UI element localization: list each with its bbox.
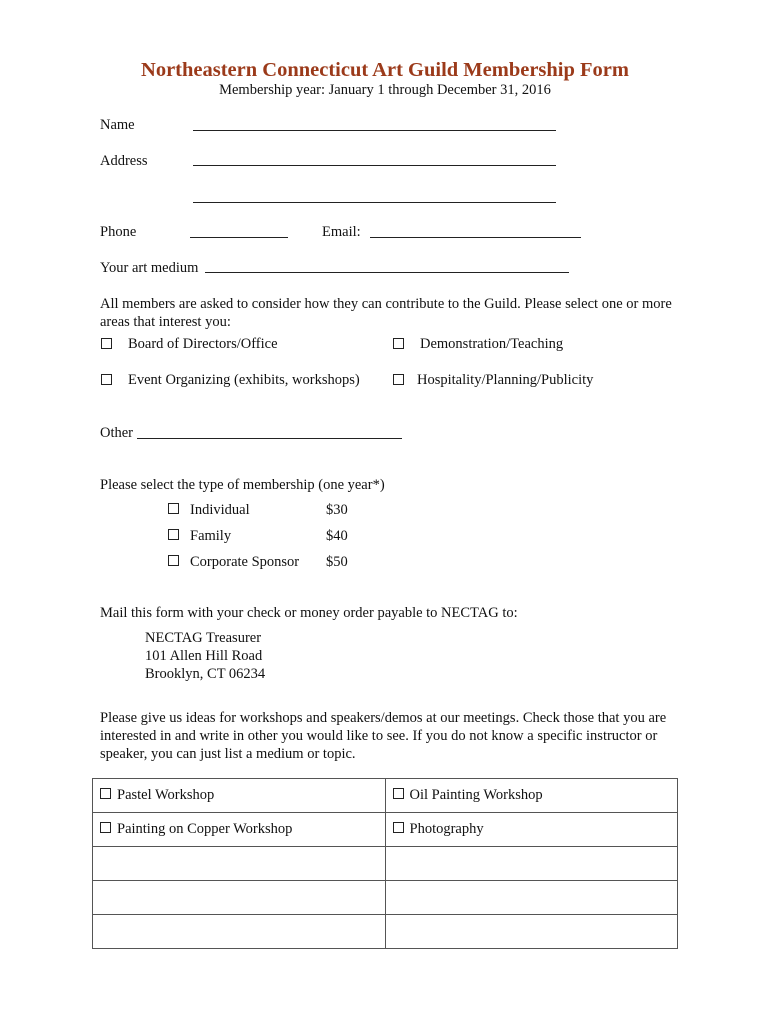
ideas-cell-oil-painting[interactable] (385, 779, 678, 813)
checkbox-oil-painting-workshop[interactable] (393, 788, 404, 799)
ideas-blank-cell[interactable] (93, 847, 386, 881)
membership-year: Membership year: January 1 through December 31, 2016 (219, 82, 551, 98)
membership-individual-price: $30 (326, 502, 348, 518)
checkbox-corporate-sponsor[interactable] (168, 555, 179, 566)
checkbox-photography[interactable] (393, 822, 404, 833)
other-field[interactable] (137, 438, 402, 439)
checkbox-pastel-workshop[interactable] (100, 788, 111, 799)
checkbox-individual[interactable] (168, 503, 179, 514)
ideas-cell-copper[interactable] (93, 813, 386, 847)
art-medium-label: Your art medium (100, 260, 199, 276)
table-row (93, 779, 678, 813)
option-board-of-directors: Board of Directors/Office (128, 336, 278, 352)
other-label: Other (100, 425, 134, 441)
table-row (93, 847, 678, 881)
checkbox-demonstration-teaching[interactable] (393, 338, 404, 349)
checkbox-family[interactable] (168, 529, 179, 540)
table-row (93, 813, 678, 847)
form-title: Northeastern Connecticut Art Guild Membership Form (141, 59, 629, 81)
address-label: Address (100, 153, 148, 169)
checkbox-painting-on-copper[interactable] (100, 822, 111, 833)
mail-address-line-1: NECTAG Treasurer (145, 630, 262, 646)
name-field[interactable] (193, 130, 556, 131)
option-event-organizing: Event Organizing (exhibits, workshops) (128, 372, 360, 388)
mail-instruction: Mail this form with your check or money order payable to NECTAG to: (100, 605, 518, 621)
phone-label: Phone (100, 224, 137, 240)
email-field[interactable] (370, 237, 581, 238)
ideas-option-copper: Painting on Copper Workshop (117, 821, 293, 837)
ideas-cell-photography[interactable] (385, 813, 678, 847)
mail-address-line-3: Brooklyn, CT 06234 (145, 666, 266, 682)
table-row (93, 881, 678, 915)
phone-field[interactable] (190, 237, 288, 238)
membership-corporate-price: $50 (326, 554, 348, 570)
ideas-option-photography: Photography (409, 821, 484, 837)
option-hospitality: Hospitality/Planning/Publicity (417, 372, 594, 388)
address-field-line-2[interactable] (193, 202, 556, 203)
option-demonstration-teaching: Demonstration/Teaching (420, 336, 564, 352)
membership-prompt: Please select the type of membership (one year*) (100, 477, 385, 493)
checkbox-hospitality[interactable] (393, 374, 404, 385)
membership-corporate-label: Corporate Sponsor (190, 554, 300, 570)
membership-family-label: Family (190, 528, 232, 544)
mail-address-line-2: 101 Allen Hill Road (145, 648, 263, 664)
checkbox-board-of-directors[interactable] (101, 338, 112, 349)
membership-family-price: $40 (326, 528, 348, 544)
ideas-blank-cell[interactable] (385, 915, 678, 949)
ideas-blank-cell[interactable] (385, 847, 678, 881)
ideas-option-oil-painting: Oil Painting Workshop (409, 787, 543, 803)
ideas-blank-cell[interactable] (385, 881, 678, 915)
membership-individual-label: Individual (190, 502, 250, 518)
table-row (93, 915, 678, 949)
checkbox-event-organizing[interactable] (101, 374, 112, 385)
contribute-intro: All members are asked to consider how they can contribute to the Guild. Please select one or more areas that interest you: (100, 296, 672, 330)
art-medium-field[interactable] (205, 272, 569, 273)
ideas-table (92, 778, 678, 949)
ideas-intro: Please give us ideas for workshops and speakers/demos at our meetings. Check those that you are interested in and write in other you would like to see. If you do not know a specific instructor or speaker, you can just list a medium or topic. (100, 710, 667, 762)
name-label: Name (100, 117, 135, 133)
ideas-cell-pastel[interactable] (93, 779, 386, 813)
address-field-line-1[interactable] (193, 165, 556, 166)
ideas-blank-cell[interactable] (93, 881, 386, 915)
ideas-blank-cell[interactable] (93, 915, 386, 949)
ideas-option-pastel: Pastel Workshop (117, 787, 215, 803)
email-label: Email: (322, 224, 361, 240)
